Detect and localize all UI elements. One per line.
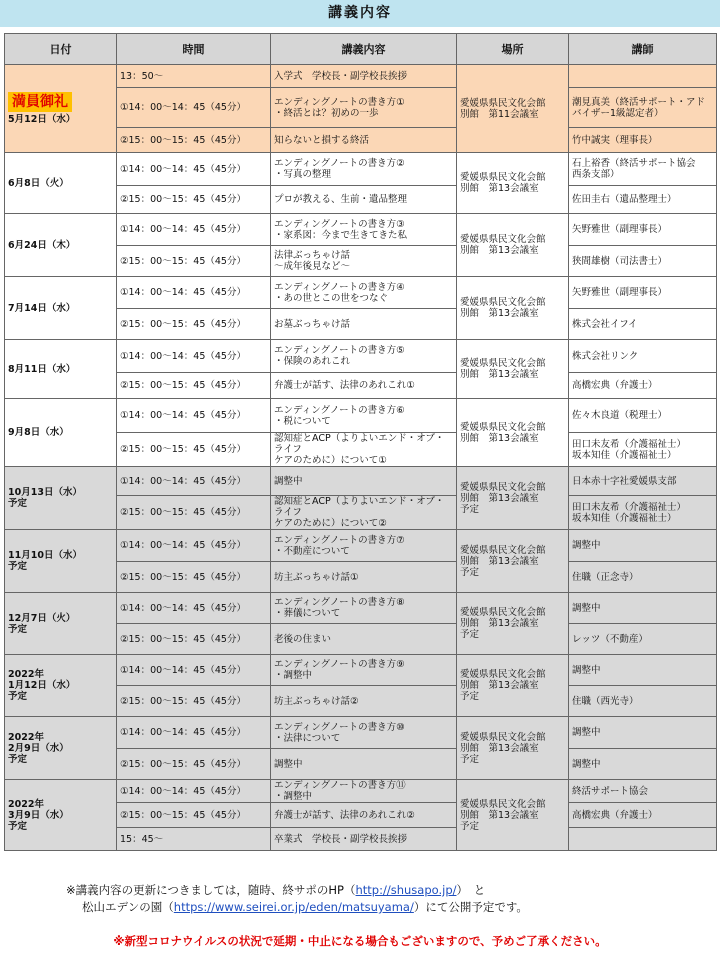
content-line: 弁護士が話す、法律のあれこれ① <box>274 380 415 391</box>
session-time: ①14：00～14：45（45分） <box>117 780 271 803</box>
content-line: プロが教える、生前・遺品整理 <box>274 194 408 205</box>
session-venue <box>457 717 569 780</box>
session-date <box>5 780 117 851</box>
session-lecturer <box>569 309 717 340</box>
session-time: ②15：00～15：45（45分） <box>117 128 271 153</box>
session-planned: 予定 <box>8 820 28 832</box>
session-day: 8月11日（水） <box>8 363 76 375</box>
session-content <box>271 686 457 717</box>
session-content <box>271 309 457 340</box>
content-line: エンディングノートの書き方⑩ <box>274 721 405 733</box>
session-date <box>5 277 117 340</box>
content-line: 調整中 <box>274 758 303 770</box>
lecturer-line: 田口未友希（介護福祉士） <box>572 501 687 513</box>
session-content <box>271 562 457 593</box>
content-line: 法律ぶっちゃけ話 <box>274 250 351 261</box>
page-title: 講義内容 <box>0 0 720 27</box>
session-lecturer <box>569 496 717 530</box>
content-line: ・家系図：今まで生きてきた私 <box>274 229 408 241</box>
lecturer-line: 石上裕香（終活サポート協会 <box>572 158 696 169</box>
session-lecturer <box>569 717 717 749</box>
session-time: ②15：00～15：45（45分） <box>117 373 271 399</box>
session-content <box>271 828 457 851</box>
lecturer-line: 終活サポート協会 <box>572 785 649 797</box>
eden-link[interactable]: https://www.seirei.or.jp/eden/matsuyama/ <box>173 900 414 914</box>
content-line: エンディングノートの書き方⑪ <box>274 780 406 791</box>
lecturer-line: 矢野雅世（副理事長） <box>572 224 668 235</box>
lecturer-line: 佐田圭右（遺品整理士） <box>572 194 677 205</box>
session-time: ①14：00～14：45（45分） <box>117 153 271 186</box>
content-line: ・法律について <box>274 732 341 744</box>
venue-line: 愛媛県県民文化会館 <box>460 421 546 433</box>
shusapo-link[interactable]: http://shusapo.jp/ <box>355 883 457 897</box>
session-content <box>271 467 457 496</box>
session-venue <box>457 399 569 467</box>
content-line: 坊主ぶっちゃけ話① <box>274 571 359 583</box>
session-lecturer <box>569 399 717 433</box>
session-content <box>271 153 457 186</box>
session-venue <box>457 467 569 530</box>
venue-line: 別館 第13会議室 <box>460 618 539 629</box>
session-content <box>271 88 457 128</box>
content-line: エンディングノートの書き方⑤ <box>274 345 405 356</box>
session-time: 13：50～ <box>117 65 271 88</box>
content-line: 入学式 学校長・副学校長挨拶 <box>274 70 408 82</box>
session-lecturer <box>569 803 717 828</box>
venue-line: 予定 <box>460 691 480 702</box>
content-line: 老後の住まい <box>274 633 332 645</box>
lecturer-line: 調整中 <box>572 664 601 676</box>
schedule-table <box>4 33 717 851</box>
session-venue <box>457 340 569 399</box>
session-content <box>271 65 457 88</box>
content-line: 知らないと損する終活 <box>274 134 370 146</box>
session-time: ①14：00～14：45（45分） <box>117 340 271 373</box>
session-planned: 予定 <box>8 561 28 572</box>
session-lecturer <box>569 153 717 186</box>
session-date <box>5 593 117 655</box>
venue-line: 予定 <box>460 629 480 640</box>
table-row <box>5 214 717 246</box>
session-content <box>271 399 457 433</box>
session-day: 10月13日（水） <box>8 487 82 498</box>
venue-line: 愛媛県県民文化会館 <box>460 607 546 618</box>
session-content <box>271 186 457 214</box>
content-line: 卒業式 学校長・副学校長挨拶 <box>274 833 408 845</box>
session-content <box>271 496 457 530</box>
session-lecturer <box>569 433 717 467</box>
session-lecturer <box>569 373 717 399</box>
venue-line: 予定 <box>460 566 480 578</box>
session-lecturer <box>569 624 717 655</box>
session-day: 6月24日（木） <box>8 239 76 251</box>
session-time: ①14：00～14：45（45分） <box>117 655 271 686</box>
content-line: 認知症とACP（よりよいエンド・オブ・ライフ <box>274 433 445 455</box>
session-time: ②15：00～15：45（45分） <box>117 309 271 340</box>
session-time: ①14：00～14：45（45分） <box>117 467 271 496</box>
session-venue <box>457 593 569 655</box>
table-row <box>5 65 717 88</box>
session-lecturer <box>569 828 717 851</box>
content-line: エンディングノートの書き方⑥ <box>274 404 405 416</box>
session-year: 2022年 <box>8 798 44 810</box>
schedule-body <box>5 65 717 851</box>
content-line: ・調整中 <box>274 670 313 681</box>
venue-line: 愛媛県県民文化会館 <box>460 481 546 493</box>
session-time: 15：45～ <box>117 828 271 851</box>
venue-line: 別館 第13会議室 <box>460 680 539 691</box>
table-row <box>5 153 717 186</box>
content-line: ケアのために）について② <box>274 518 387 529</box>
session-date <box>5 530 117 593</box>
session-time: ②15：00～15：45（45分） <box>117 624 271 655</box>
content-line: エンディングノートの書き方⑧ <box>274 597 405 608</box>
session-day: 9月8日（水） <box>8 427 69 438</box>
session-time: ①14：00～14：45（45分） <box>117 88 271 128</box>
content-line: ～成年後見など～ <box>274 261 351 272</box>
session-time: ①14：00～14：45（45分） <box>117 277 271 309</box>
session-content <box>271 277 457 309</box>
session-lecturer <box>569 186 717 214</box>
venue-line: 別館 第13会議室 <box>460 245 539 256</box>
session-time: ①14：00～14：45（45分） <box>117 530 271 562</box>
venue-line: 別館 第13会議室 <box>460 555 539 567</box>
content-line: 坊主ぶっちゃけ話② <box>274 695 359 707</box>
venue-line: 愛媛県県民文化会館 <box>460 234 546 245</box>
venue-line: 愛媛県県民文化会館 <box>460 172 546 183</box>
session-lecturer <box>569 277 717 309</box>
content-line: ・不動産について <box>274 545 350 557</box>
session-date <box>5 214 117 277</box>
content-line: ・写真の整理 <box>274 169 332 180</box>
session-day: 3月9日（水） <box>8 809 69 821</box>
notes-line-2: 松山エデンの園（https://www.seirei.or.jp/eden/matsuyama/）にて公開予定です。 <box>82 900 528 914</box>
session-date <box>5 655 117 717</box>
content-line: ・葬儀について <box>274 608 341 619</box>
session-date <box>5 65 117 153</box>
lecturer-line: 調整中 <box>572 602 601 614</box>
session-venue <box>457 153 569 214</box>
session-lecturer <box>569 467 717 496</box>
venue-line: 愛媛県県民文化会館 <box>460 358 546 369</box>
session-lecturer <box>569 88 717 128</box>
session-venue <box>457 780 569 851</box>
lecturer-line: 調整中 <box>572 540 601 551</box>
lecturer-line: 株式会社リンク <box>572 350 639 362</box>
session-year: 2022年 <box>8 731 44 743</box>
venue-line: 愛媛県県民文化会館 <box>460 297 546 308</box>
session-venue <box>457 655 569 717</box>
session-content <box>271 717 457 749</box>
venue-line: 愛媛県県民文化会館 <box>460 731 546 743</box>
session-time: ①14：00～14：45（45分） <box>117 593 271 624</box>
header-time: 時間 <box>117 34 271 65</box>
lecturer-line: 日本赤十字社愛媛県支部 <box>572 475 677 487</box>
header-venue: 場所 <box>457 34 569 65</box>
header-lecturer: 講師 <box>569 34 717 65</box>
venue-line: 予定 <box>460 503 480 515</box>
venue-line: 愛媛県県民文化会館 <box>460 669 546 680</box>
session-time: ②15：00～15：45（45分） <box>117 803 271 828</box>
table-row <box>5 530 717 562</box>
session-content <box>271 214 457 246</box>
session-day: 1月12日（水） <box>8 680 76 691</box>
session-venue <box>457 277 569 340</box>
session-date <box>5 399 117 467</box>
session-content <box>271 624 457 655</box>
covid-caution: ※新型コロナウイルスの状況で延期・中止になる場合もございますので、予めご了承ください。 <box>113 934 607 948</box>
session-lecturer <box>569 214 717 246</box>
venue-line: 別館 第13会議室 <box>460 742 539 754</box>
session-time: ②15：00～15：45（45分） <box>117 749 271 780</box>
content-line: エンディングノートの書き方① <box>274 96 405 108</box>
session-time: ②15：00～15：45（45分） <box>117 562 271 593</box>
session-date <box>5 340 117 399</box>
session-content <box>271 749 457 780</box>
venue-line: 別館 第13会議室 <box>460 492 539 504</box>
lecturer-line: 調整中 <box>572 727 601 738</box>
content-line: 調整中 <box>274 475 303 487</box>
content-line: ・保険のあれこれ <box>274 356 351 367</box>
sold-out-badge: 満員御礼 <box>8 92 72 112</box>
lecturer-line: 竹中誠実（理事長） <box>572 134 658 146</box>
session-time: ①14：00～14：45（45分） <box>117 214 271 246</box>
session-lecturer <box>569 340 717 373</box>
session-content <box>271 593 457 624</box>
venue-line: 別館 第11会議室 <box>460 108 539 120</box>
lecturer-line: 西条支部） <box>572 169 620 180</box>
lecturer-line: 坂本知佳（介護福祉士） <box>572 449 677 461</box>
table-header-row <box>5 34 717 65</box>
content-line: お墓ぶっちゃけ話 <box>274 318 351 330</box>
session-planned: 予定 <box>8 623 28 635</box>
session-time: ②15：00～15：45（45分） <box>117 246 271 277</box>
session-time: ②15：00～15：45（45分） <box>117 686 271 717</box>
session-venue <box>457 530 569 593</box>
notes-line-1: ※講義内容の更新につきましては，随時、終サポのHP（http://shusapo.jp/） と <box>66 883 486 897</box>
session-lecturer <box>569 128 717 153</box>
lecturer-line: 調整中 <box>572 758 601 770</box>
session-lecturer <box>569 655 717 686</box>
session-date <box>5 153 117 214</box>
table-row <box>5 655 717 686</box>
session-planned: 予定 <box>8 498 28 509</box>
lecturer-line: 住職（正念寺） <box>572 571 639 583</box>
session-lecturer <box>569 686 717 717</box>
table-row <box>5 780 717 803</box>
session-day: 2月9日（水） <box>8 742 69 754</box>
venue-line: 予定 <box>460 753 480 765</box>
session-day: 6月8日（火） <box>8 177 69 189</box>
session-content <box>271 246 457 277</box>
session-day: 12月7日（火） <box>8 612 76 624</box>
session-lecturer <box>569 246 717 277</box>
lecturer-line: 株式会社イフイ <box>572 318 638 330</box>
lecturer-line: バイザー1級認定者） <box>572 107 664 119</box>
lecturer-line: 田口未友希（介護福祉士） <box>572 438 687 450</box>
content-line: エンディングノートの書き方② <box>274 158 405 169</box>
content-line: エンディングノートの書き方③ <box>274 218 405 230</box>
table-row <box>5 467 717 496</box>
session-time: ②15：00～15：45（45分） <box>117 496 271 530</box>
lecturer-line: 狭間雄樹（司法書士） <box>572 255 668 267</box>
session-lecturer <box>569 780 717 803</box>
session-lecturer <box>569 749 717 780</box>
venue-line: 別館 第13会議室 <box>460 809 539 821</box>
session-venue <box>457 214 569 277</box>
lecturer-line: 高橋宏典（弁護士） <box>572 380 658 391</box>
session-day: 7月14日（水） <box>8 302 76 314</box>
venue-line: 別館 第13会議室 <box>460 432 539 444</box>
lecturer-line: 高橋宏典（弁護士） <box>572 809 658 821</box>
session-lecturer <box>569 593 717 624</box>
session-lecturer <box>569 530 717 562</box>
content-line: エンディングノートの書き方⑨ <box>274 659 405 670</box>
session-time: ②15：00～15：45（45分） <box>117 186 271 214</box>
venue-line: 別館 第13会議室 <box>460 308 539 319</box>
lecturer-line: 潮見真美（終活サポート・アド <box>572 96 706 108</box>
session-time: ②15：00～15：45（45分） <box>117 433 271 467</box>
content-line: エンディングノートの書き方④ <box>274 281 405 293</box>
header-date: 日付 <box>5 34 117 65</box>
session-planned: 予定 <box>8 691 28 702</box>
content-line: エンディングノートの書き方⑦ <box>274 534 405 546</box>
header-content: 講義内容 <box>271 34 457 65</box>
session-year: 2022年 <box>8 669 44 680</box>
session-lecturer <box>569 65 717 88</box>
content-line: 認知症とACP（よりよいエンド・オブ・ライフ <box>274 496 445 518</box>
session-content <box>271 655 457 686</box>
table-row <box>5 399 717 433</box>
session-content <box>271 780 457 803</box>
session-date <box>5 717 117 780</box>
session-content <box>271 530 457 562</box>
session-content <box>271 340 457 373</box>
venue-line: 愛媛県県民文化会館 <box>460 97 546 109</box>
venue-line: 予定 <box>460 820 480 832</box>
session-content <box>271 128 457 153</box>
lecturer-line: レッツ（不動産） <box>572 633 648 645</box>
lecturer-line: 佐々木良道（税理士） <box>572 410 668 421</box>
content-line: ケアのために）について① <box>274 455 387 466</box>
table-row <box>5 277 717 309</box>
lecturer-line: 矢野雅世（副理事長） <box>572 287 668 298</box>
session-day: 11月10日（水） <box>8 550 82 561</box>
venue-line: 別館 第13会議室 <box>460 183 539 194</box>
content-line: ・終活とは？初めの一歩 <box>274 107 379 119</box>
venue-line: 愛媛県県民文化会館 <box>460 798 546 810</box>
lecturer-line: 住職（西光寺） <box>572 695 639 707</box>
content-line: ・あの世とこの世をつなぐ <box>274 292 389 304</box>
table-row <box>5 340 717 373</box>
session-day: 5月12日（水） <box>8 114 76 125</box>
venue-line: 愛媛県県民文化会館 <box>460 544 546 556</box>
session-planned: 予定 <box>8 753 28 765</box>
session-venue <box>457 65 569 153</box>
session-content <box>271 433 457 467</box>
lecturer-line: 坂本知佳（介護福祉士） <box>572 512 677 524</box>
session-content <box>271 373 457 399</box>
table-row <box>5 717 717 749</box>
content-line: ・調整中 <box>274 791 313 802</box>
session-date <box>5 467 117 530</box>
session-time: ①14：00～14：45（45分） <box>117 399 271 433</box>
session-lecturer <box>569 562 717 593</box>
table-row <box>5 593 717 624</box>
content-line: 弁護士が話す、法律のあれこれ② <box>274 809 415 821</box>
session-content <box>271 803 457 828</box>
session-time: ①14：00～14：45（45分） <box>117 717 271 749</box>
content-line: ・税について <box>274 415 331 427</box>
venue-line: 別館 第13会議室 <box>460 369 539 380</box>
